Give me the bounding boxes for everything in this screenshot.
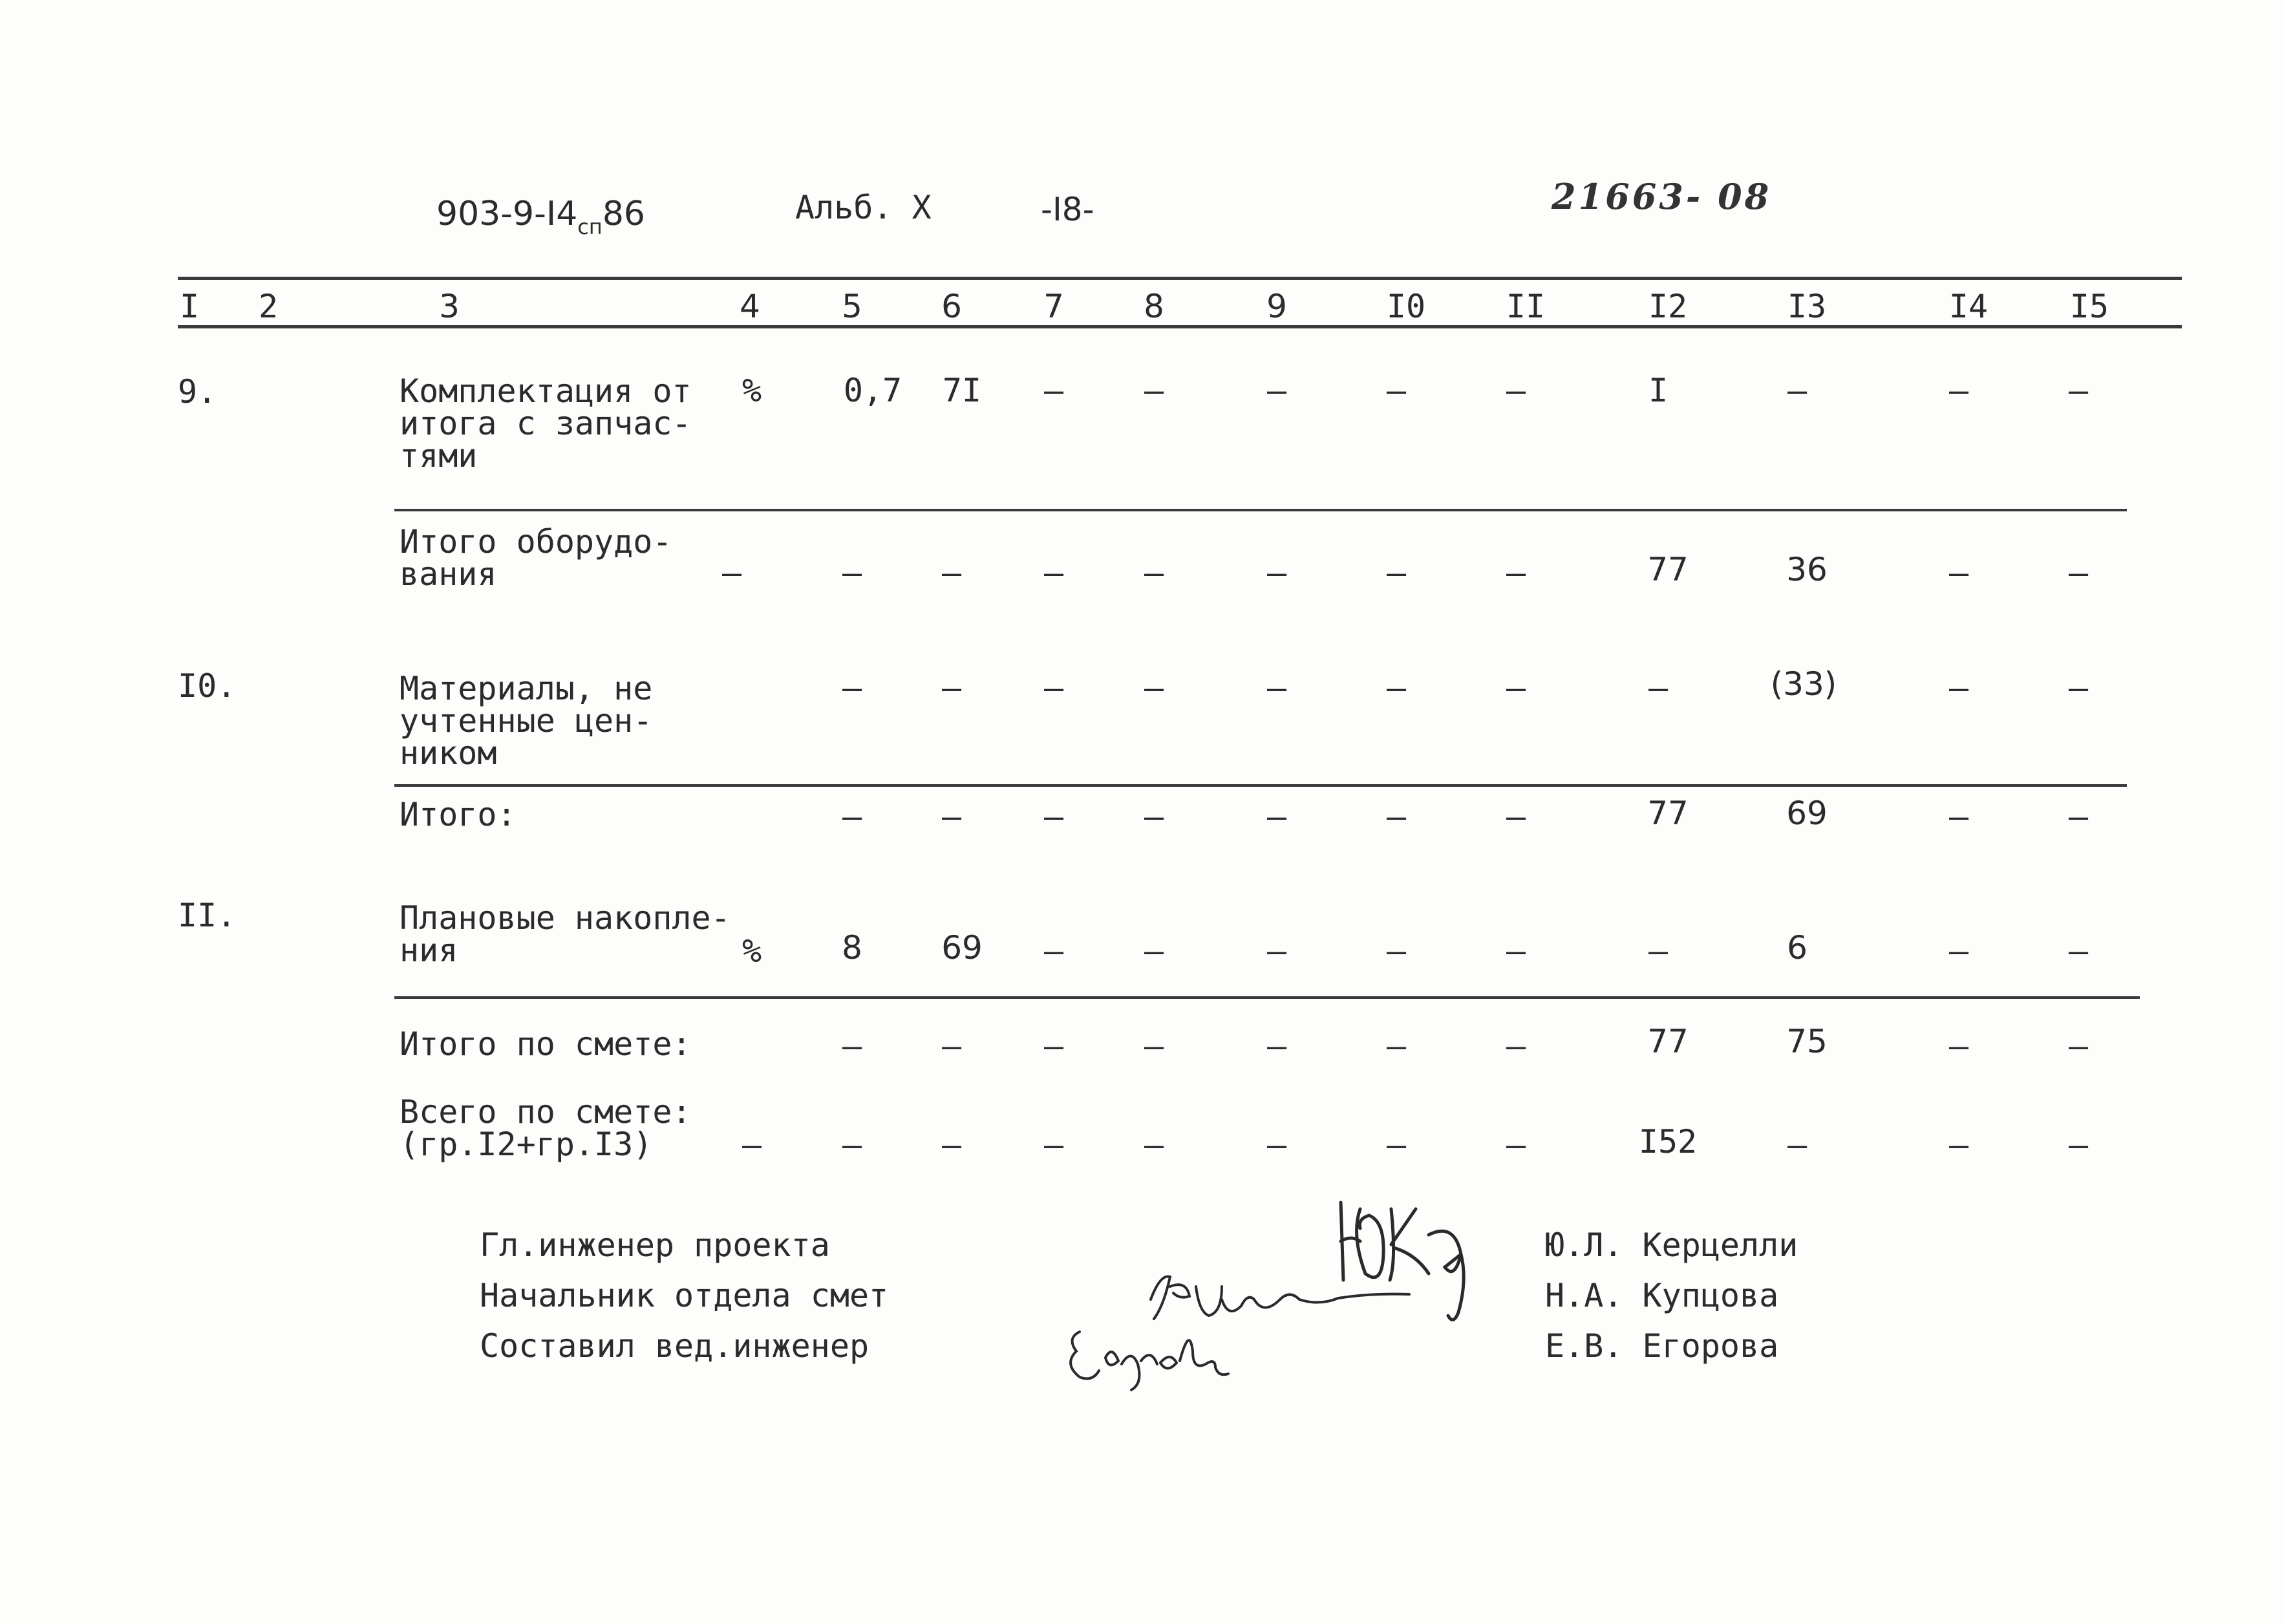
- row-name: Материалы, не учтенные цен- ником: [400, 670, 653, 772]
- cell-c13: –: [1787, 372, 1807, 409]
- cell-c9: –: [1266, 554, 1287, 592]
- col-header-4: 4: [740, 288, 760, 325]
- cell-c10: –: [1386, 932, 1407, 970]
- cell-c4: –: [721, 554, 742, 592]
- signature-role: Начальник отдела смет: [480, 1277, 889, 1314]
- col-header-2: 2: [258, 288, 279, 325]
- cell-c7: –: [1043, 798, 1064, 835]
- cell-c6: –: [941, 669, 962, 707]
- cell-c15: –: [2068, 932, 2089, 970]
- cell-c6: 69: [941, 929, 983, 967]
- row-divider: [394, 509, 2127, 511]
- cell-c11: –: [1506, 1126, 1526, 1164]
- cell-c13: (33): [1770, 665, 1837, 703]
- page-number: -I8-: [1041, 191, 1094, 228]
- cell-c9: –: [1266, 669, 1287, 707]
- col-header-14: I4: [1948, 288, 1989, 325]
- cell-c7: –: [1043, 669, 1064, 707]
- row-divider: [394, 996, 2140, 999]
- cell-c10: –: [1386, 554, 1407, 592]
- signature-name: Н.А. Купцова: [1545, 1277, 1779, 1314]
- col-header-7: 7: [1043, 288, 1064, 325]
- row-name: Итого по смете:: [400, 1025, 692, 1063]
- col-header-8: 8: [1144, 288, 1164, 325]
- cell-c11: –: [1506, 554, 1526, 592]
- cell-c11: –: [1506, 669, 1526, 707]
- cell-c9: –: [1266, 1027, 1287, 1065]
- doc-code-sub: сп: [577, 215, 602, 239]
- cell-c7: –: [1043, 372, 1064, 409]
- cell-c9: –: [1266, 1126, 1287, 1164]
- cell-c8: –: [1144, 932, 1164, 970]
- row-name: Итого:: [400, 796, 517, 833]
- cell-c8: –: [1144, 798, 1164, 835]
- col-header-13: I3: [1787, 288, 1827, 325]
- cell-c6: –: [941, 554, 962, 592]
- cell-c6: –: [941, 1027, 962, 1065]
- cell-c7: –: [1043, 1027, 1064, 1065]
- cell-c13: 69: [1786, 795, 1828, 832]
- cell-c14: –: [1948, 932, 1969, 970]
- album-label: Альб. X: [795, 189, 932, 226]
- cell-c5: 8: [842, 929, 862, 967]
- col-header-15: I5: [2069, 288, 2109, 325]
- cell-c8: –: [1144, 1126, 1164, 1164]
- cell-c12: 77: [1647, 551, 1689, 588]
- cell-c4: %: [741, 372, 762, 409]
- cell-c5: –: [842, 1126, 862, 1164]
- col-header-5: 5: [842, 288, 862, 325]
- row-number: I0.: [178, 667, 237, 705]
- row-divider: [394, 784, 2127, 787]
- cell-c13: 6: [1787, 929, 1807, 967]
- col-header-11: II: [1506, 288, 1546, 325]
- cell-c11: –: [1506, 932, 1526, 970]
- cell-c14: –: [1948, 1027, 1969, 1065]
- cell-c6: 7I: [942, 372, 982, 409]
- cell-c14: –: [1948, 372, 1969, 409]
- cell-c10: –: [1386, 1027, 1407, 1065]
- cell-c5: –: [842, 1027, 862, 1065]
- row-name: Всего по смете: (гр.I2+гр.I3): [400, 1093, 692, 1163]
- cell-c10: –: [1386, 669, 1407, 707]
- signature-role: Составил вед.инженер: [480, 1327, 869, 1365]
- cell-c11: –: [1506, 1027, 1526, 1065]
- doc-code-prefix: 903-9-I4: [436, 195, 578, 233]
- cell-c14: –: [1948, 669, 1969, 707]
- cell-c12: I: [1648, 372, 1669, 409]
- header-bottom-rule: [178, 325, 2182, 328]
- doc-code: [436, 197, 645, 244]
- cell-c10: –: [1386, 798, 1407, 835]
- cell-c8: –: [1144, 372, 1164, 409]
- cell-c7: –: [1043, 1126, 1064, 1164]
- cell-c12: –: [1648, 669, 1669, 707]
- col-header-12: I2: [1648, 288, 1688, 325]
- row-name: Итого оборудо- вания: [400, 523, 672, 593]
- cell-c5: –: [842, 798, 862, 835]
- signature-name: Ю.Л. Керцелли: [1545, 1226, 1798, 1264]
- cell-c9: –: [1266, 798, 1287, 835]
- cell-c8: –: [1144, 554, 1164, 592]
- cell-c12: –: [1648, 932, 1669, 970]
- cell-c5: –: [842, 669, 862, 707]
- cell-c7: –: [1043, 932, 1064, 970]
- cell-c11: –: [1506, 372, 1526, 409]
- cell-c5: 0,7: [843, 372, 902, 409]
- col-header-3: 3: [439, 288, 460, 325]
- cell-c9: –: [1266, 932, 1287, 970]
- signature-name: Е.В. Егорова: [1545, 1327, 1779, 1365]
- cell-c4: %: [741, 932, 762, 970]
- col-header-1: I: [179, 288, 200, 325]
- cell-c13: 36: [1786, 551, 1828, 588]
- cell-c13: 75: [1786, 1023, 1828, 1060]
- cell-c15: –: [2068, 1027, 2089, 1065]
- cell-c13: –: [1787, 1126, 1807, 1164]
- row-number: 9.: [178, 373, 217, 411]
- cell-c15: –: [2068, 554, 2089, 592]
- cell-c11: –: [1506, 798, 1526, 835]
- row-name: Плановые накопле- ния: [400, 899, 730, 969]
- archive-number: 21663- 08: [1552, 176, 1772, 217]
- cell-c14: –: [1948, 798, 1969, 835]
- cell-c8: –: [1144, 669, 1164, 707]
- cell-c7: –: [1043, 554, 1064, 592]
- header-top-rule: [178, 277, 2182, 280]
- cell-c15: –: [2068, 1126, 2089, 1164]
- cell-c8: –: [1144, 1027, 1164, 1065]
- cell-c15: –: [2068, 798, 2089, 835]
- col-header-10: I0: [1386, 288, 1426, 325]
- cell-c4: –: [741, 1126, 762, 1164]
- cell-c12: 77: [1647, 795, 1689, 832]
- handwritten-signature-egorova: [1060, 1312, 1248, 1403]
- cell-c15: –: [2068, 372, 2089, 409]
- cell-c5: –: [842, 554, 862, 592]
- cell-c14: –: [1948, 1126, 1969, 1164]
- cell-c10: –: [1386, 1126, 1407, 1164]
- cell-c15: –: [2068, 669, 2089, 707]
- cell-c10: –: [1386, 372, 1407, 409]
- doc-code-suffix: 86: [602, 195, 645, 233]
- cell-c12: I52: [1638, 1123, 1698, 1160]
- signature-role: Гл.инженер проекта: [480, 1226, 830, 1264]
- cell-c9: –: [1266, 372, 1287, 409]
- row-name: Комплектация от итога с запчас- тями: [400, 372, 692, 475]
- cell-c14: –: [1948, 554, 1969, 592]
- cell-c6: –: [941, 798, 962, 835]
- cell-c6: –: [941, 1126, 962, 1164]
- cell-c12: 77: [1647, 1023, 1689, 1060]
- row-number: II.: [178, 897, 237, 934]
- col-header-9: 9: [1266, 288, 1287, 325]
- col-header-6: 6: [941, 288, 962, 325]
